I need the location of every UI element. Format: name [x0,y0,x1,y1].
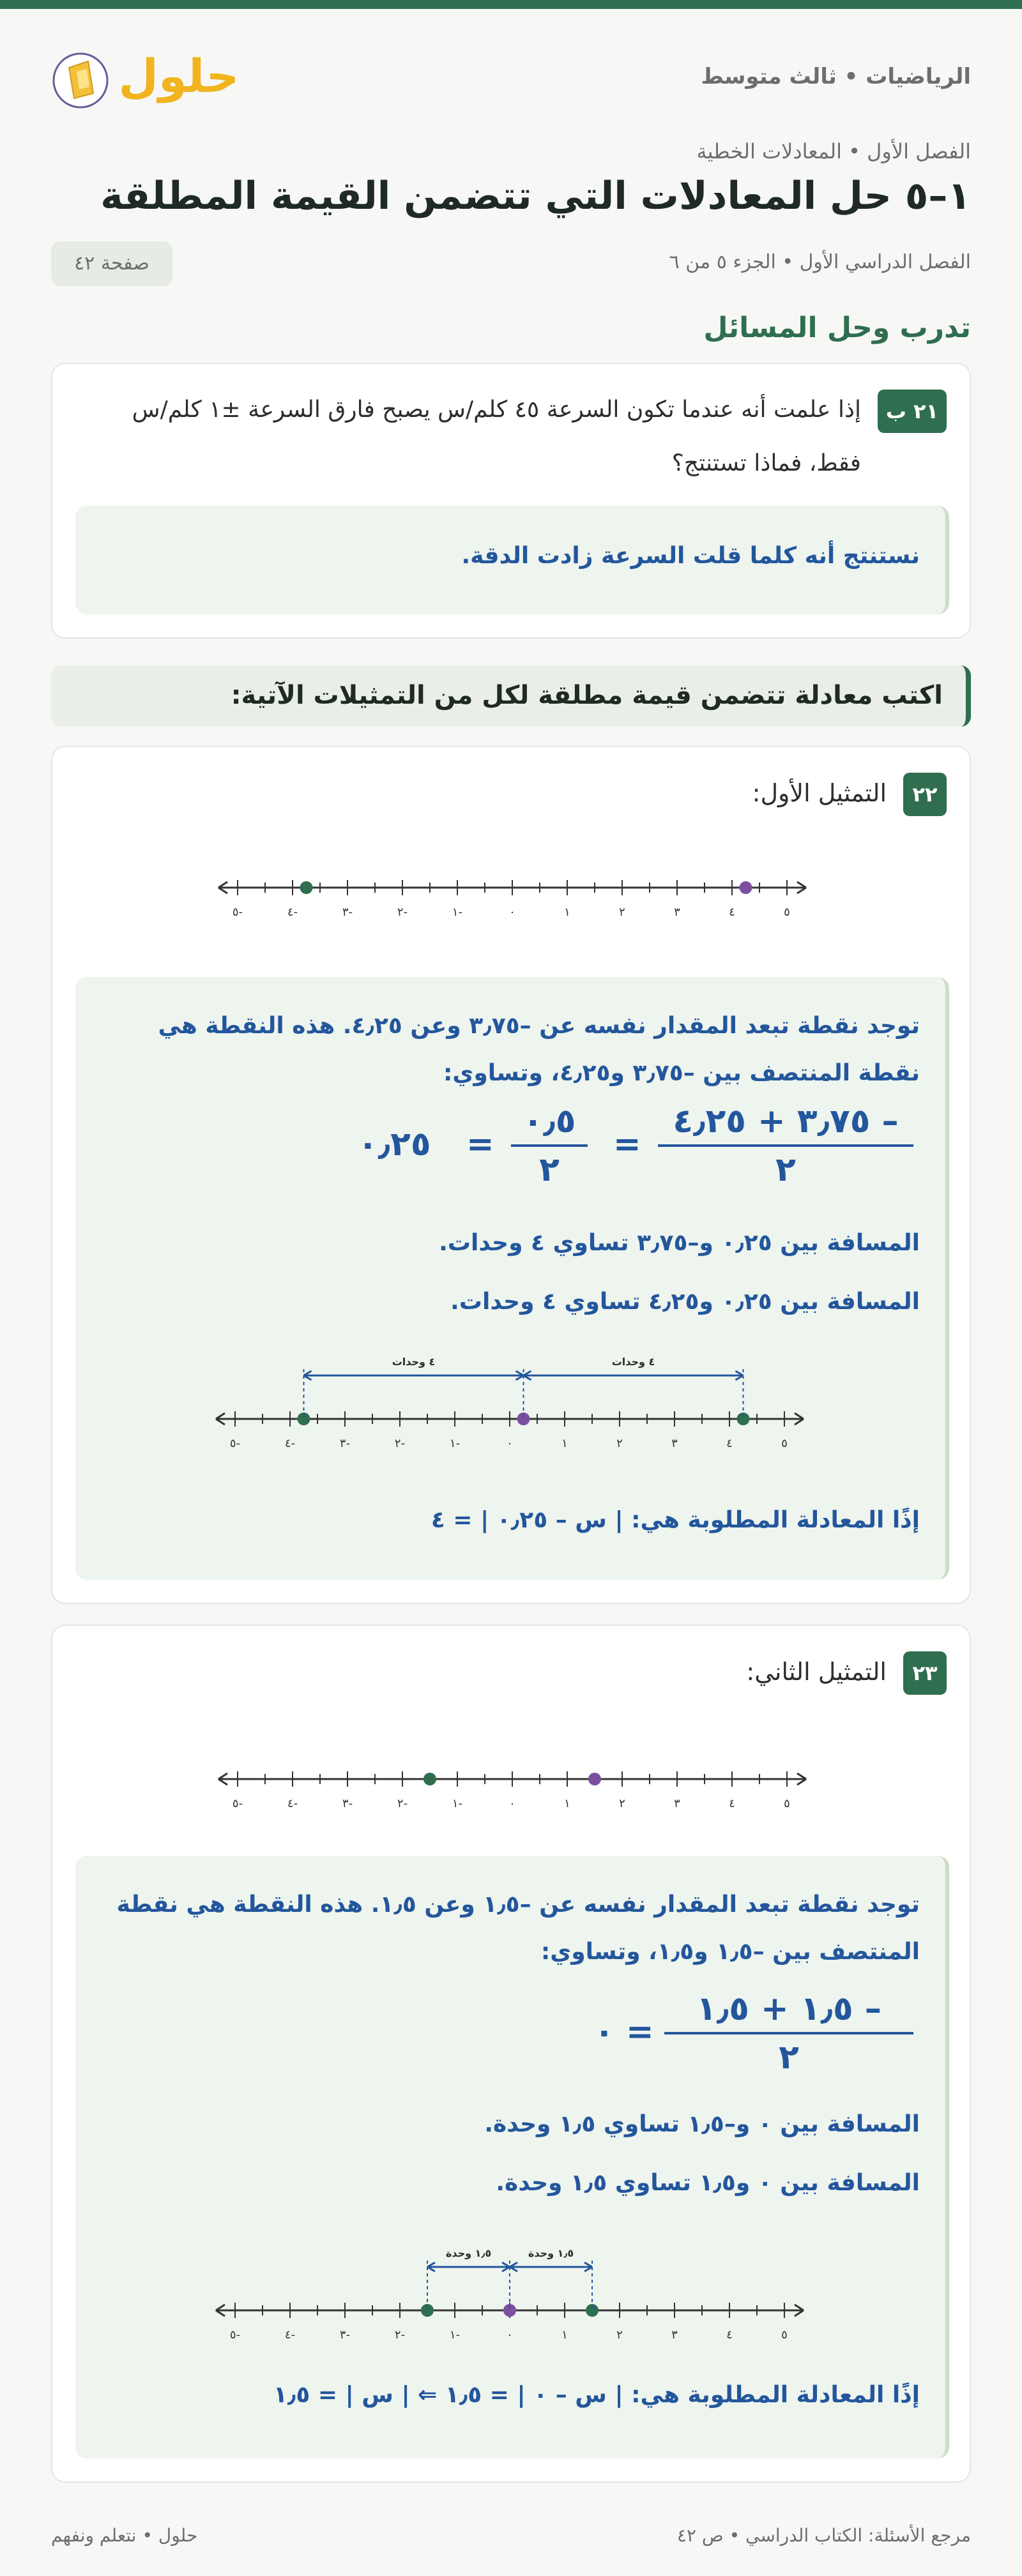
tick-label: ١ [561,1437,568,1450]
span-label: ٤ وحدات [611,1356,655,1368]
tick-label: -٤ [284,1437,296,1450]
tick-label: ٥ [781,2328,788,2342]
tick-label: -٣ [342,905,353,919]
fraction-numerator: – ١٫٥ + ١٫٥ [696,1990,881,2028]
tick-label: -٥ [229,1437,241,1450]
span-label: ١٫٥ وحدة [445,2247,492,2259]
tick-label: ٤ [729,905,735,919]
tick-label: -٣ [339,2328,351,2342]
tick-label: -٢ [397,1797,408,1810]
number-line-given [193,862,832,939]
result-value: ٠٫٢٥ [358,1125,431,1163]
fraction-1 [658,1102,913,1189]
tick-label: ٢ [616,2328,623,2342]
tick-label: -٤ [284,2328,296,2342]
equals-sign: = [466,1125,494,1163]
tick-label: -١ [452,1797,463,1810]
result-value: ٠ [594,2013,614,2051]
tick-label: ٣ [671,1437,678,1450]
number-line-solution [190,2226,829,2354]
fraction-2-denominator: ٢ [539,1151,560,1189]
tick-label: -٢ [397,905,408,919]
representation-title: التمثيل الأول: [752,779,887,807]
fraction-2-numerator: ٠٫٥ [522,1102,576,1140]
instruction-text: اكتب معادلة تتضمن قيمة مطلقة لكل من التمثيلات الآتية: [231,681,943,710]
question-card-21b [51,363,971,639]
tick-label: ٤ [729,1797,735,1810]
question-card-23 [51,1625,971,2483]
tick-label: ٥ [784,1797,790,1810]
hulool-logo[interactable] [51,42,243,112]
section-title: تدرب وحل المسائل [703,312,971,344]
fraction-bar [658,1144,913,1147]
tick-label: -٢ [394,1437,406,1450]
tick-label: ٠ [509,1797,515,1810]
span-label: ٤ وحدات [392,1356,436,1368]
equals-sign: = [613,1125,641,1163]
breadcrumb: الفصل الأول • المعادلات الخطية [696,139,971,163]
lesson-meta: الفصل الدراسي الأول • الجزء ٥ من ٦ [669,251,971,273]
conclusion-equation: إذًا المعادلة المطلوبة هي: | س – ٠ | = ١٫٥ ⇐ | س | = ١٫٥ [273,2382,920,2408]
tick-label: ٥ [781,1437,788,1450]
fraction-bar [664,2032,913,2034]
tick-label: -٥ [232,905,243,919]
number-line-given [193,1754,832,1830]
tick-label: -٥ [229,2328,241,2342]
answer-box [75,977,949,1580]
answer-box [75,1856,949,2459]
tick-label: ٤ [726,1437,733,1450]
fraction-denominator: ٢ [779,2038,799,2077]
tick-label: -٢ [394,2328,406,2342]
point-minus-1-5 [423,1773,436,1785]
tick-label: ١ [564,1797,570,1810]
tick-label: ٤ [726,2328,733,2342]
distance-line-2: المسافة بين ٠٫٢٥ و٤٫٢٥ تساوي ٤ وحدات. [450,1289,920,1315]
explanation-line-1: توجد نقطة تبعد المقدار نفسه عن –٣٫٧٥ وعن ٤٫٢٥. هذه النقطة هي [158,1013,920,1039]
top-accent-bar [0,0,1022,9]
tick-label: ٣ [674,1797,680,1810]
tick-label: -٣ [342,1797,353,1810]
midpoint-calculation [345,1102,920,1198]
tick-label: -١ [449,1437,461,1450]
answer-box [75,506,949,614]
point-1-5 [588,1773,601,1785]
explanation-line-2: نقطة المنتصف بين –٣٫٧٥ و٤٫٢٥، وتساوي: [443,1060,920,1086]
tick-label: -١ [449,2328,461,2342]
point-minus-3-75 [300,881,313,894]
subject-label: الرياضيات • ثالث متوسط [701,64,971,89]
explanation-line-1: توجد نقطة تبعد المقدار نفسه عن –١٫٥ وعن ١٫٥. هذه النقطة هي نقطة [116,1891,920,1918]
tick-label: -٤ [287,1797,298,1810]
tick-label: ٢ [619,905,625,919]
tick-label: ٠ [509,905,515,919]
tick-label: -٥ [232,1797,243,1810]
instruction-banner [51,665,971,727]
page-title: ١–٥ حل المعادلات التي تتضمن القيمة المطلقة [100,174,971,218]
tick-label: ٣ [671,2328,678,2342]
tick-label: ٠ [507,2328,513,2342]
page-number-badge: صفحة ٤٢ [51,241,172,286]
svg-text:حلول: حلول [118,49,240,103]
fraction-1-denominator: ٢ [775,1151,796,1189]
tick-label: -٣ [339,1437,351,1450]
equals-sign: = [626,2013,654,2051]
footer-source: مرجع الأسئلة: الكتاب الدراسي • ص ٤٢ [676,2525,971,2546]
conclusion-equation: إذًا المعادلة المطلوبة هي: | س – ٠٫٢٥ | = ٤ [431,1507,920,1533]
question-number-badge: ٢٣ [903,1651,947,1695]
fraction [664,1990,913,2077]
tick-label: ١ [564,905,570,919]
tick-label: -٤ [287,905,298,919]
distance-line-2: المسافة بين ٠ و١٫٥ تساوي ١٫٥ وحدة. [496,2170,920,2196]
tick-label: ٥ [784,905,790,919]
question-number-badge: ٢٢ [903,773,947,816]
point-4-25 [740,881,752,894]
footer-brand: حلول • نتعلم ونفهم [51,2525,198,2546]
tick-label: ٢ [616,1437,623,1450]
fraction-1-numerator: – ٣٫٧٥ + ٤٫٢٥ [673,1102,899,1140]
tick-label: ٠ [507,1437,513,1450]
tick-label: ٣ [674,905,680,919]
question-text: إذا علمت أنه عندما تكون السرعة ٤٥ كلم/س يصبح فارق السرعة ±١ كلم/س فقط، فماذا تستنتج؟ [132,397,861,476]
fraction-bar [511,1144,588,1147]
distance-line-1: المسافة بين ٠٫٢٥ و–٣٫٧٥ تساوي ٤ وحدات. [439,1230,920,1256]
answer-text: نستنتج أنه كلما قلت السرعة زادت الدقة. [461,543,920,569]
tick-label: -١ [452,905,463,919]
span-label: ١٫٥ وحدة [528,2247,574,2259]
explanation-line-2: المنتصف بين –١٫٥ و١٫٥، وتساوي: [540,1939,920,1965]
number-line-solution [190,1335,829,1462]
tick-label: ١ [561,2328,568,2342]
fraction-2 [511,1102,588,1189]
tick-label: ٢ [619,1797,625,1810]
question-number-badge: ٢١ ب [878,390,947,433]
midpoint-calculation [345,1990,920,2086]
question-card-22 [51,746,971,1604]
representation-title: التمثيل الثاني: [746,1658,887,1686]
page-header [51,38,971,115]
distance-line-1: المسافة بين ٠ و–١٫٥ تساوي ١٫٥ وحدة. [484,2111,920,2137]
